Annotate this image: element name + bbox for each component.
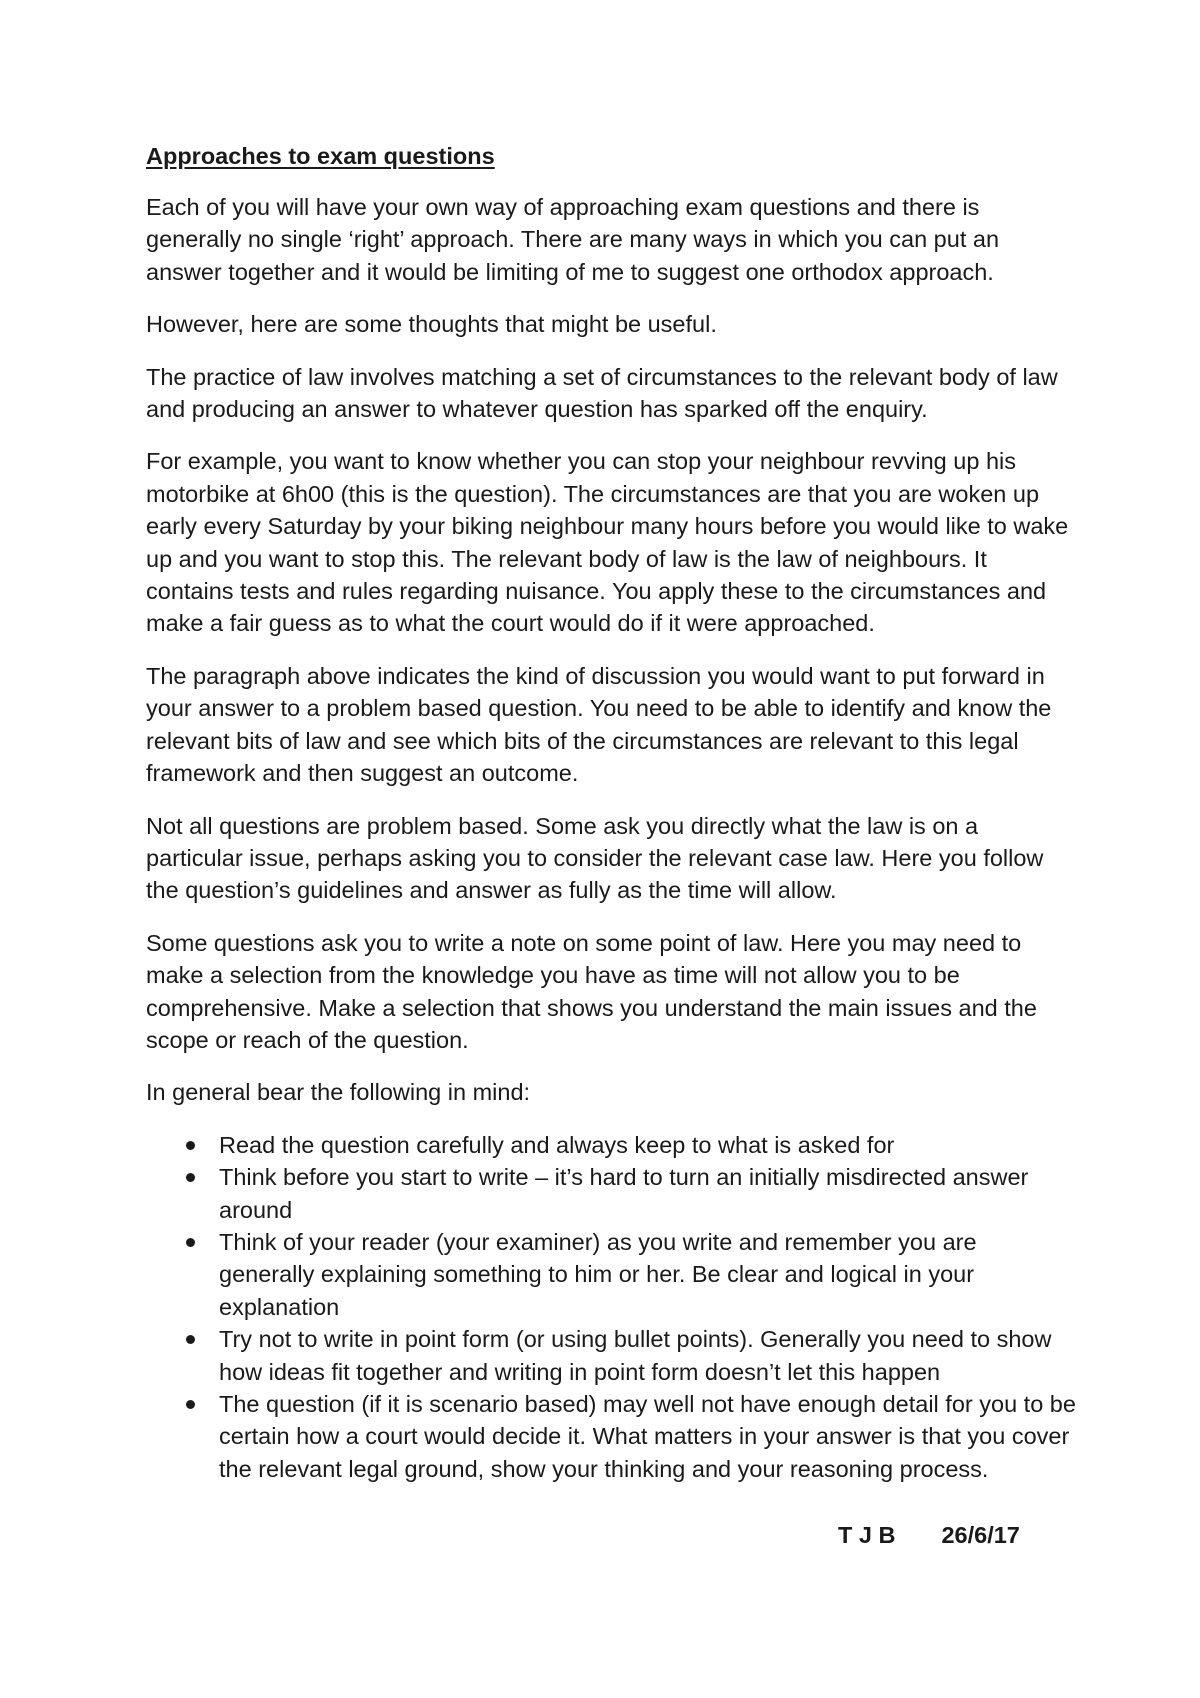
list-item-text: Think before you start to write – it’s hard to turn an initially misdirected answer around — [219, 1164, 1029, 1223]
bullet-icon — [186, 1400, 195, 1409]
bullet-icon — [186, 1173, 195, 1182]
signature — [838, 1519, 1020, 1551]
paragraph: In general bear the following in mind: — [146, 1079, 531, 1106]
document-body — [146, 140, 1076, 1485]
list-item-text: Read the question carefully and always keep to what is asked for — [219, 1131, 895, 1158]
list-item — [146, 1129, 1076, 1161]
bullet-icon — [186, 1141, 195, 1150]
list-item — [146, 1388, 1076, 1485]
paragraph: The practice of law involves matching a set of circumstances to the relevant body of law and producing an answer to whatever question has sparked off the enquiry. — [146, 363, 1058, 423]
bullet-icon — [186, 1335, 195, 1344]
signature-initials: T J B — [838, 1522, 896, 1548]
tips-list — [146, 1129, 1076, 1485]
paragraph: The paragraph above indicates the kind of discussion you would want to put forward in your answer to a problem based question. You need to be able to identify and know the relevant bits of law and see which bits of the circumstances are relevant to this legal framework and then suggest an outcome. — [146, 662, 1052, 787]
list-item-text: Think of your reader (your examiner) as you write and remember you are generally explaining something to him or her. Be clear and logical in your explanation — [219, 1228, 977, 1320]
paragraph: Not all questions are problem based. Some ask you directly what the law is on a particular issue, perhaps asking you to consider the relevant case law. Here you follow the question’s guidelines and answer as fully as the time will allow. — [146, 812, 1044, 904]
list-item — [146, 1226, 1076, 1323]
paragraph: However, here are some thoughts that might be useful. — [146, 311, 717, 338]
paragraph: For example, you want to know whether you can stop your neighbour revving up his motorbike at 6h00 (this is the question). The circumstances are that you are woken up early every Saturday by your biking neighbour many hours before you would like to wake up and you want to stop this. The relevant body of law is the law of neighbours. It contains tests and rules regarding nuisance. You apply these to the circumstances and make a fair guess as to what the court would do if it were approached. — [146, 448, 1069, 637]
paragraph: Each of you will have your own way of approaching exam questions and there is generally no single ‘right’ approach. There are many ways in which you can put an answer together and it would be limiting of me to suggest one orthodox approach. — [146, 194, 1000, 285]
document-title: Approaches to exam questions — [146, 143, 495, 169]
signature-date: 26/6/17 — [941, 1522, 1020, 1548]
paragraph: Some questions ask you to write a note on some point of law. Here you may need to make a selection from the knowledge you have as time will not allow you to be comprehensive. Make a selection that shows you understand the main issues and the scope or reach of the question. — [146, 929, 1037, 1053]
bullet-icon — [186, 1238, 195, 1247]
list-item-text: Try not to write in point form (or using bullet points). Generally you need to show how ideas fit together and writing in point form doesn’t let this happen — [219, 1326, 1052, 1385]
list-item-text: The question (if it is scenario based) may well not have enough detail for you to be certain how a court would decide it. What matters in your answer is that you cover the relevant legal ground, show your thinking and your reasoning process. — [219, 1391, 1076, 1482]
list-item — [146, 1323, 1076, 1388]
list-item — [146, 1161, 1076, 1226]
